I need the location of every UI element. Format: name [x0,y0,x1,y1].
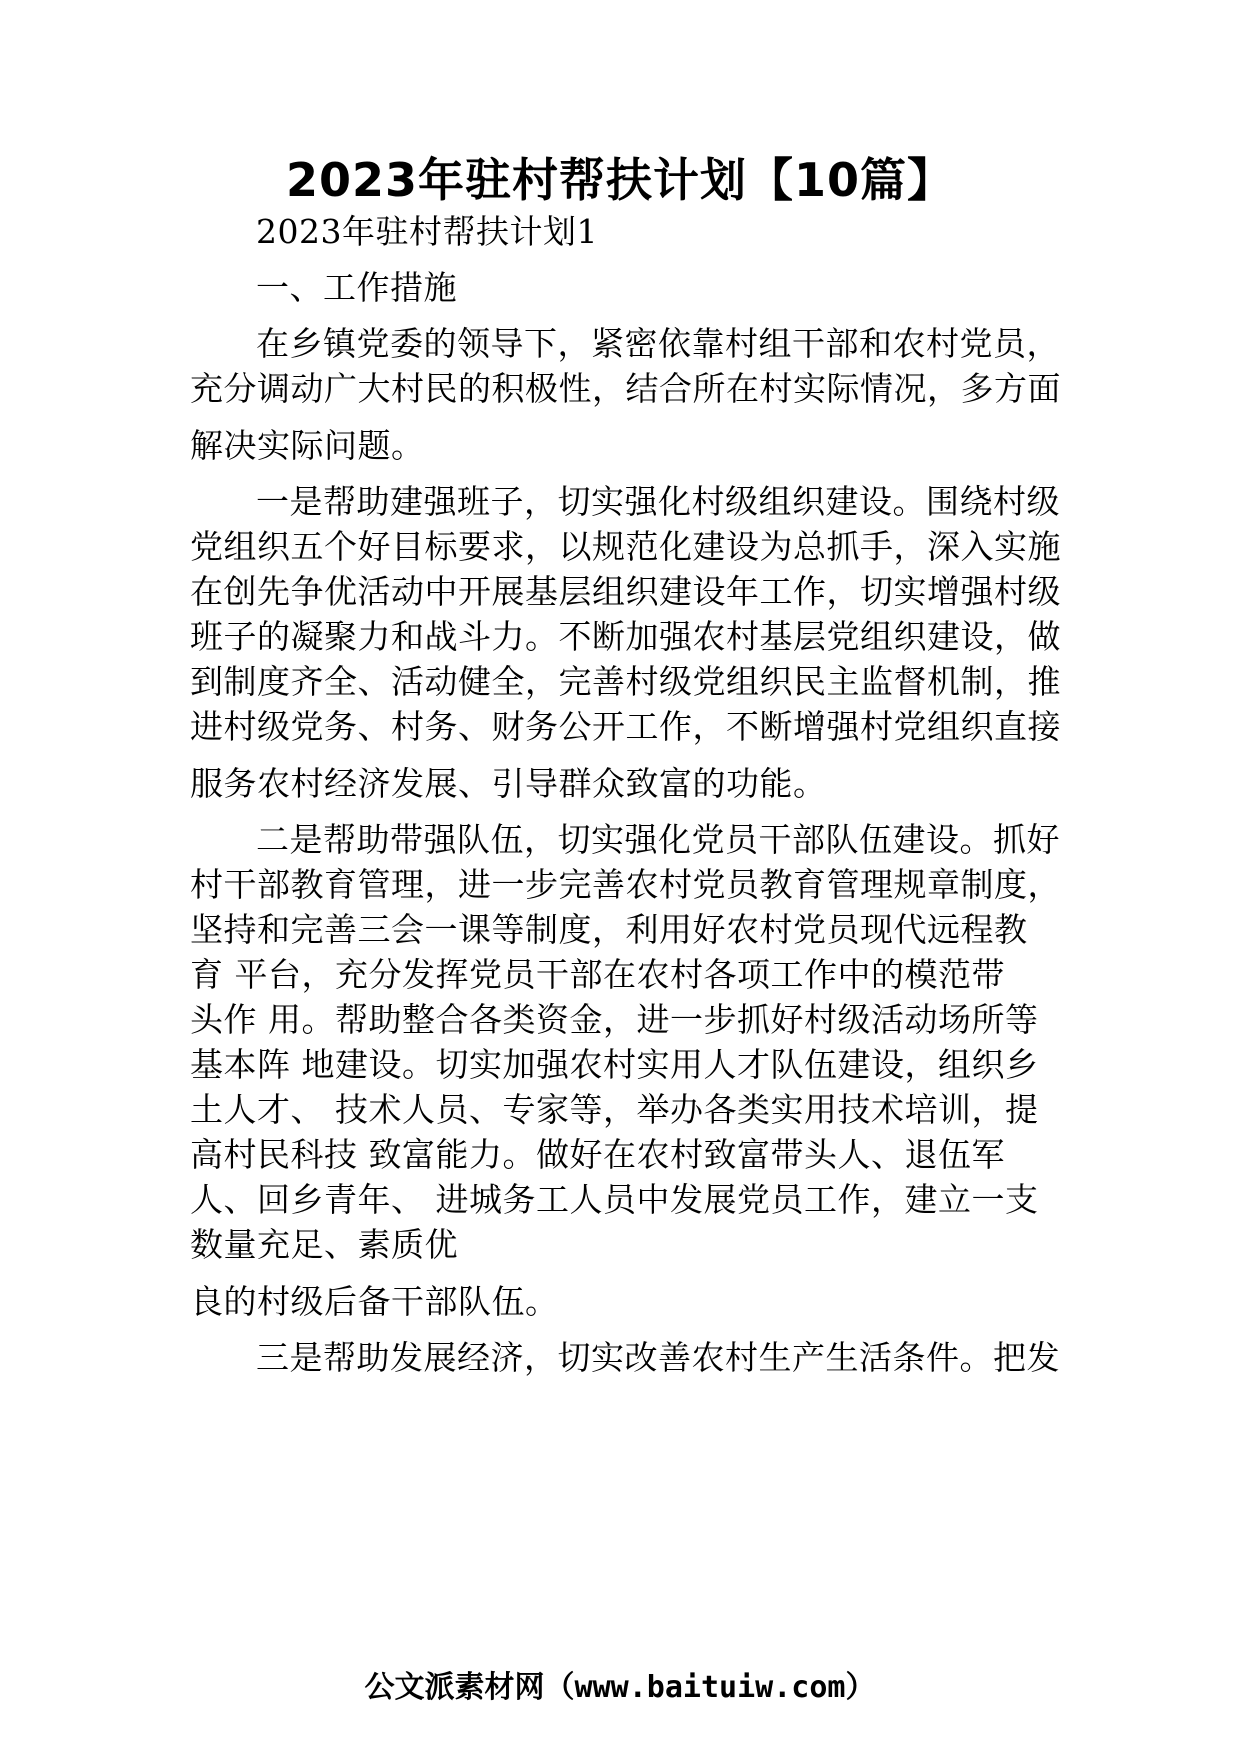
paragraph-line: 二是帮助带强队伍，切实强化党员干部队伍建设。抓好 [256,820,1060,859]
paragraph-line: 三是帮助发展经济，切实改善农村生产生活条件。把发 [256,1338,1060,1377]
paragraph-line: 人、回乡青年、 进城务工人员中发展党员工作，建立一支 [190,1180,1039,1219]
paragraph-line: 数量充足、素质优 [190,1225,458,1264]
paragraph-line: 充分调动广大村民的积极性，结合所在村实际情况，多方面 [190,369,1061,408]
paragraph-line: 解决实际问题。 [190,426,425,465]
section-heading: 一、工作措施 [256,268,457,307]
section-subtitle: 2023年驻村帮扶计划1 [256,212,598,251]
paragraph-line: 村干部教育管理，进一步完善农村党员教育管理规章制度， [190,865,1061,904]
paragraph-line: 育 平台，充分发挥党员干部在农村各项工作中的模范带 [190,955,1005,994]
paragraph-line: 在创先争优活动中开展基层组织建设年工作，切实增强村级 [190,572,1061,611]
paragraph-line: 进村级党务、村务、财务公开工作，不断增强村党组织直接 [190,707,1061,746]
paragraph-line: 到制度齐全、活动健全，完善村级党组织民主监督机制，推 [190,662,1061,701]
footer-watermark: 公文派素材网（www.baituiw.com） [364,1670,876,1705]
paragraph-line: 良的村级后备干部队伍。 [190,1282,559,1321]
paragraph-line: 坚持和完善三会一课等制度，利用好农村党员现代远程教 [190,910,1028,949]
paragraph-line: 土人才、 技术人员、专家等，举办各类实用技术培训，提 [190,1090,1039,1129]
paragraph-line: 服务农村经济发展、引导群众致富的功能。 [190,764,827,803]
paragraph-line: 党组织五个好目标要求，以规范化建设为总抓手，深入实施 [190,527,1061,566]
paragraph-line: 一是帮助建强班子，切实强化村级组织建设。围绕村级 [256,482,1060,521]
paragraph-line: 在乡镇党委的领导下，紧密依靠村组干部和农村党员， [256,324,1060,363]
document-title: 2023年驻村帮扶计划【10篇】 [285,153,955,207]
paragraph-line: 班子的凝聚力和战斗力。不断加强农村基层党组织建设，做 [190,617,1061,656]
paragraph-line: 高村民科技 致富能力。做好在农村致富带头人、退伍军 [190,1135,1005,1174]
paragraph-line: 基本阵 地建设。切实加强农村实用人才队伍建设，组织乡 [190,1045,1039,1084]
paragraph-line: 头作 用。帮助整合各类资金，进一步抓好村级活动场所等 [190,1000,1039,1039]
